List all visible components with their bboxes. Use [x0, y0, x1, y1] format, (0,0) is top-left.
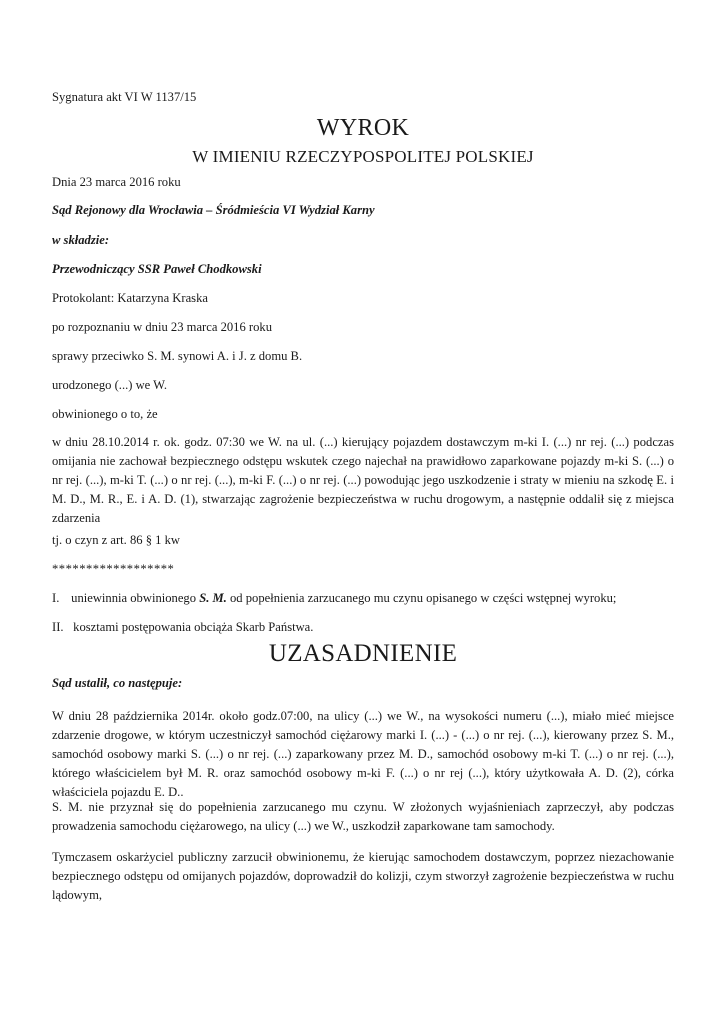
court-name: Sąd Rejonowy dla Wrocławia – Śródmieścia VI Wydział Karny — [52, 203, 375, 217]
case-against: sprawy przeciwko S. M. synowi A. i J. z domu B. — [52, 349, 303, 363]
verdict-subtitle: W IMIENIU RZECZYPOSPOLITEJ POLSKIEJ — [192, 147, 534, 166]
justification-paragraph-3: Tymczasem oskarżyciel publiczny zarzucił obwinionemu, że kierując samochodem dostawczym, poprzez niezachowanie bezpiecznego odstępu od omijanych pojazdów, doprowadził do kolizji, czym stworzył zagrożenie bezpieczeństwa w ruchu lądowym, — [52, 850, 674, 902]
separator: ****************** — [52, 562, 175, 576]
justification-paragraph-2: S. M. nie przyznał się do popełnienia zarzucanego mu czynu. W złożonych wyjaśnieniach zaprzeczył, aby podczas prowadzenia samochodu ciężarowego, na ulicy (...) we W., uszkodził zaparkowane tam samochody. — [52, 800, 674, 833]
findings-label: Sąd ustalił, co następuje: — [52, 676, 183, 690]
verdict-item-text: uniewinnia obwinionego — [71, 591, 200, 605]
charge-paragraph: w dniu 28.10.2014 r. ok. godz. 07:30 we W. na ul. (...) kierujący pojazdem dostawczym m-ki I. (...) nr rej. (...) podczas omijania nie zachował bezpiecznego odstępu wskutek czego najechał na prawidłowo zaparkowane pojazdy m-ki S. (...) o nr rej. (...), m-ki T. (...) o nr rej. (...), m-ki F. (...) o nr rej. (...) powodując jego uszkodzenie i straty w mieniu na szkodę E. i M. D., M. R., E. i A. D. (1), stwarzając zagrożenie bezpieczeństwa w ruchu drogowym, a następnie oddalił się z miejsca zdarzenia — [52, 435, 674, 525]
verdict-title: WYROK — [316, 115, 410, 141]
hearing-date: po rozpoznaniu w dniu 23 marca 2016 roku — [52, 320, 272, 334]
verdict-item-number: II. — [52, 620, 64, 634]
composition-label: w składzie: — [52, 233, 110, 247]
justification-title: UZASADNIENIE — [268, 640, 458, 667]
court-clerk: Protokolant: Katarzyna Kraska — [52, 291, 208, 305]
verdict-item-number: I. — [52, 591, 60, 605]
accused-name: S. M. — [199, 591, 227, 605]
verdict-item-text: kosztami postępowania obciąża Skarb Państwa. — [73, 620, 314, 634]
accused-of: obwinionego o to, że — [52, 407, 158, 421]
verdict-item-2 — [52, 620, 313, 635]
chairman: Przewodniczący SSR Paweł Chodkowski — [52, 262, 262, 276]
justification-paragraph-1: W dniu 28 października 2014r. około godz.07:00, na ulicy (...) we W., na wysokości numeru (...), miało mieć miejsce zdarzenie drogowe, w którym uczestniczył samochód ciężarowy marki I. (...) - (...) o nr rej. (...), kierowany przez S. M., samochód osobowy marki S. (...) o nr rej. (...) zaparkowany przez M. D., samochód osobowy m-ki T. (...) o nr rej. (...), którego właścicielem był M. R. oraz samochód osobowy m-ki F. (...) o nr rej (...), który użytkowała A. D. (2), córka właściciela pojazdu E. D.. — [52, 709, 674, 799]
verdict-item-text-end: od popełnienia zarzucanego mu czynu opisanego w części wstępnej wyroku; — [226, 591, 617, 605]
birth-info: urodzonego (...) we W. — [52, 378, 168, 392]
legal-basis: tj. o czyn z art. 86 § 1 kw — [52, 533, 181, 547]
verdict-date: Dnia 23 marca 2016 roku — [52, 175, 181, 189]
case-signature: Sygnatura akt VI W 1137/15 — [52, 90, 197, 104]
verdict-item-1 — [52, 591, 616, 606]
